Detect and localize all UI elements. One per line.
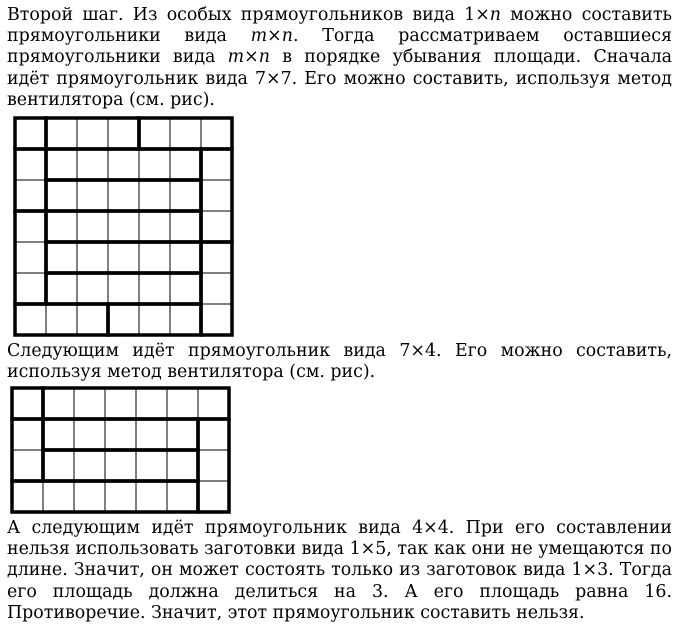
tile-piece	[201, 242, 232, 335]
tile-piece	[15, 118, 46, 149]
tile-piece	[15, 304, 108, 335]
tile-piece	[108, 304, 201, 335]
tile-piece	[43, 450, 198, 481]
tile-piece	[46, 211, 201, 242]
paragraph-final-4x4: А следующим идёт прямоугольник вида 4×4. При его составлении нельзя использовать заготовки вида 1×5, так как они не умещаются по длине. Значит, он может состоять только из заготовок вида 1×3. Тогда его площадь должна делиться на 3. А его площадь равна 16. Противоречие. Значит, этот прямоугольник составить нельзя.	[7, 518, 672, 623]
tile-piece	[46, 118, 139, 149]
paragraph-step2: Второй шаг. Из особых прямоугольников вида 1×n можно составить прямоугольники вида m×n. Тогда рассматриваем оставшиеся прямоугольники вида m×n в порядке убывания площади. Сначала идёт прямоугольник вида 7×7. Его можно составить, используя метод вентилятора (см. рис).	[7, 5, 672, 110]
figure-grid-7x7	[12, 115, 236, 339]
tile-piece	[15, 211, 46, 304]
tile-piece	[12, 388, 43, 419]
tile-piece	[198, 419, 229, 512]
tile-piece	[46, 149, 201, 180]
figure-grid-7x4	[9, 385, 233, 514]
tile-piece	[46, 273, 201, 304]
tile-piece	[139, 118, 232, 149]
paragraph-next-7x4: Следующим идёт прямоугольник вида 7×4. Его можно составить, используя метод вентилятора (см. рис).	[7, 341, 672, 383]
tile-piece	[46, 242, 201, 273]
tile-piece	[46, 180, 201, 211]
tile-piece	[201, 149, 232, 242]
tile-piece	[43, 419, 198, 450]
